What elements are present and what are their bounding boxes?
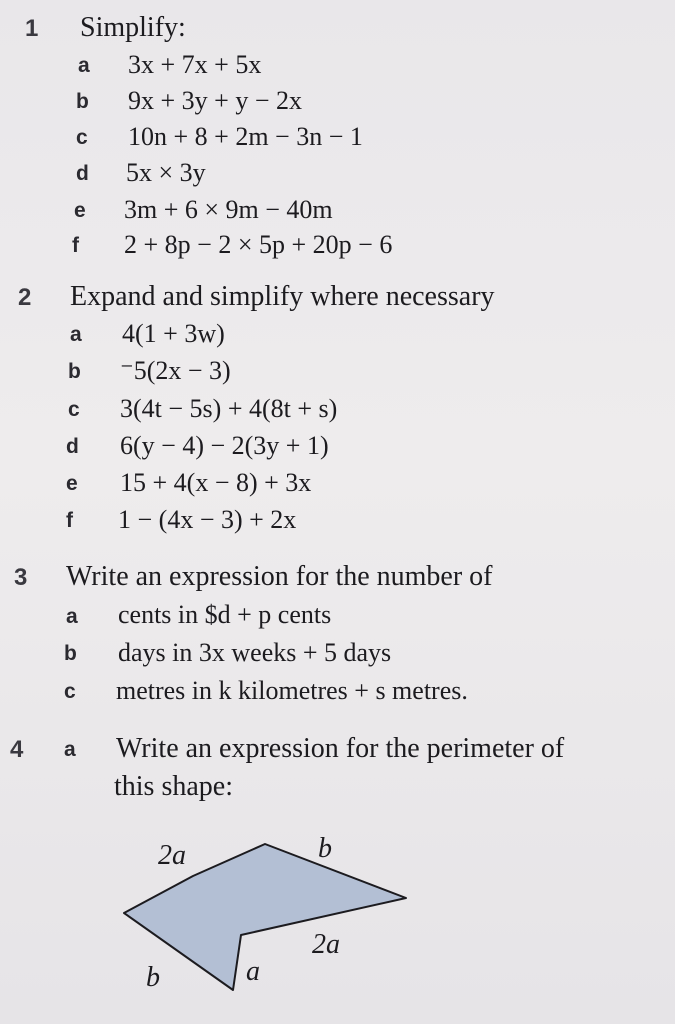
item-expression: 15 + 4(x − 8) + 3x <box>120 468 312 497</box>
item-label: a <box>64 738 76 761</box>
question-number: 2 <box>18 284 32 311</box>
item-expression: 6(y − 4) − 2(3y + 1) <box>120 431 329 460</box>
label-top-left: 2a <box>158 840 186 871</box>
item-label: e <box>74 199 86 222</box>
item-expression: 2 + 8p − 2 × 5p + 20p − 6 <box>124 230 393 259</box>
item-label: b <box>64 642 77 665</box>
item-expression: 4(1 + 3w) <box>122 319 225 348</box>
item-expression: 3m + 6 × 9m − 40m <box>124 195 333 224</box>
question-text-line: this shape: <box>114 771 233 802</box>
item-label: a <box>78 54 90 77</box>
item-expression: 9x + 3y + y − 2x <box>128 86 302 115</box>
item-expression: ⁻5(2x − 3) <box>120 356 231 385</box>
item-expression: 1 − (4x − 3) + 2x <box>118 505 297 534</box>
question-number: 4 <box>10 736 24 763</box>
item-label: b <box>76 90 89 113</box>
item-expression: 10n + 8 + 2m − 3n − 1 <box>128 122 363 151</box>
item-expression: metres in k kilometres + s metres. <box>116 676 468 705</box>
item-label: e <box>66 472 78 495</box>
item-label: d <box>66 435 79 458</box>
label-bottom-left: b <box>146 962 160 993</box>
item-label: a <box>70 323 82 346</box>
item-label: c <box>68 398 80 421</box>
item-expression: cents in $d + p cents <box>118 600 332 629</box>
question-number: 1 <box>25 15 39 42</box>
label-right: 2a <box>312 929 340 960</box>
item-label: b <box>68 360 81 383</box>
item-expression: 5x × 3y <box>126 158 206 187</box>
question-heading: Write an expression for the number of <box>66 561 493 592</box>
item-label: f <box>72 234 79 257</box>
item-expression: 3(4t − 5s) + 4(8t + s) <box>120 394 338 423</box>
item-label: a <box>66 605 78 628</box>
question-text-line: Write an expression for the perimeter of <box>116 733 565 764</box>
item-expression: days in 3x weeks + 5 days <box>118 638 392 667</box>
item-expression: 3x + 7x + 5x <box>128 50 262 79</box>
question-heading: Simplify: <box>80 12 186 43</box>
question-heading: Expand and simplify where necessary <box>70 281 495 312</box>
label-top-right: b <box>318 833 332 864</box>
item-label: f <box>66 509 73 532</box>
label-bottom: a <box>246 956 260 987</box>
question-number: 3 <box>14 564 28 591</box>
item-label: d <box>76 162 89 185</box>
item-label: c <box>76 126 88 149</box>
item-label: c <box>64 680 76 703</box>
